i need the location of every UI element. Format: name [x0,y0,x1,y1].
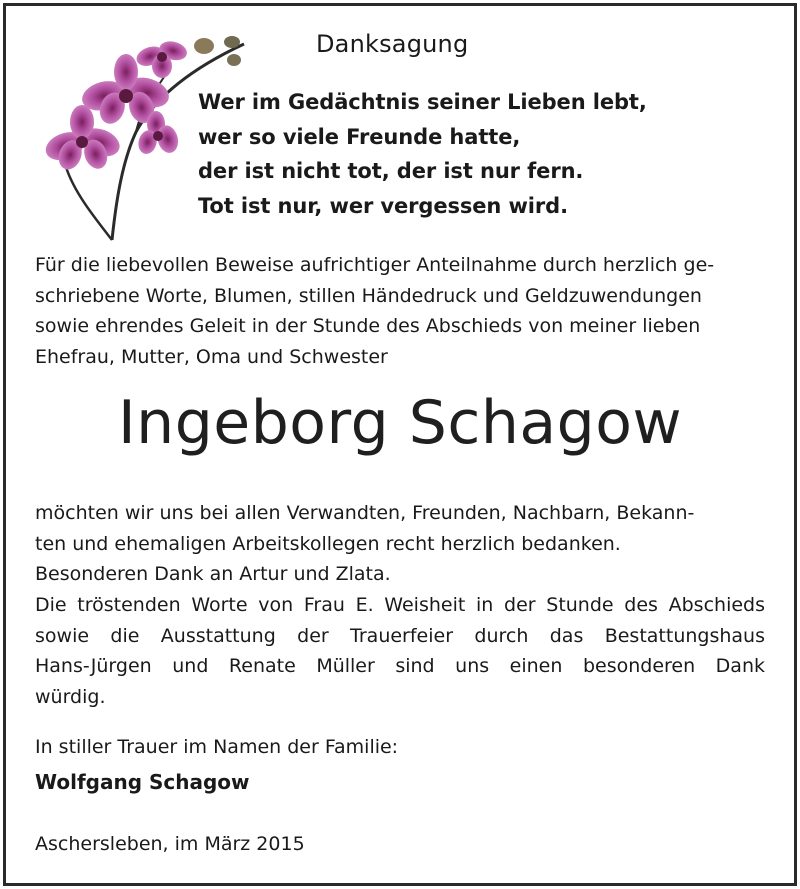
special-thanks-paragraph [35,590,765,712]
poem-line: Tot ist nur, wer vergessen wird. [198,193,568,218]
mourning-line: In stiller Trauer im Namen der Familie: [35,736,399,758]
thanks-line: ten und ehemaligen Arbeitskollegen recht herzlich bedanken. [35,532,621,555]
intro-paragraph [35,250,765,372]
thanks-line: möchten wir uns bei allen Verwandten, Freunden, Nachbarn, Bekann- [35,502,695,524]
place-date: Aschersleben, im März 2015 [35,833,305,855]
intro-line: schriebene Worte, Blumen, stillen Händedruck und Geldzuwendungen [35,284,702,307]
special-thanks-line: Hans-Jürgen und Renate Müller sind uns einen besonderen Dank [35,655,765,677]
special-thanks-line: sowie die Ausstattung der Trauerfeier durch das Bestattungshaus [35,624,765,647]
special-thanks-line: würdig. [35,685,106,708]
poem-line: wer so viele Freunde hatte, [198,124,521,149]
special-thanks-line: Die tröstenden Worte von Frau E. Weisheit in der Stunde des Abschieds [35,594,765,616]
deceased-name: Ingeborg Schagow [117,388,683,458]
heading-danksagung: Danksagung [316,30,469,58]
poem-line: der ist nicht tot, der ist nur fern. [198,159,584,183]
signer-name: Wolfgang Schagow [35,770,250,794]
intro-line: Ehefrau, Mutter, Oma und Schwester [35,345,388,368]
intro-line: sowie ehrendes Geleit in der Stunde des Abschieds von meiner lieben [35,315,701,337]
thanks-paragraph [35,498,765,590]
poem [198,85,647,223]
thanks-line: Besonderen Dank an Artur und Zlata. [35,563,391,585]
intro-line: Für die liebevollen Beweise aufrichtiger Anteilnahme durch herzlich ge- [35,254,715,276]
poem-line: Wer im Gedächtnis seiner Lieben lebt, [198,90,647,114]
